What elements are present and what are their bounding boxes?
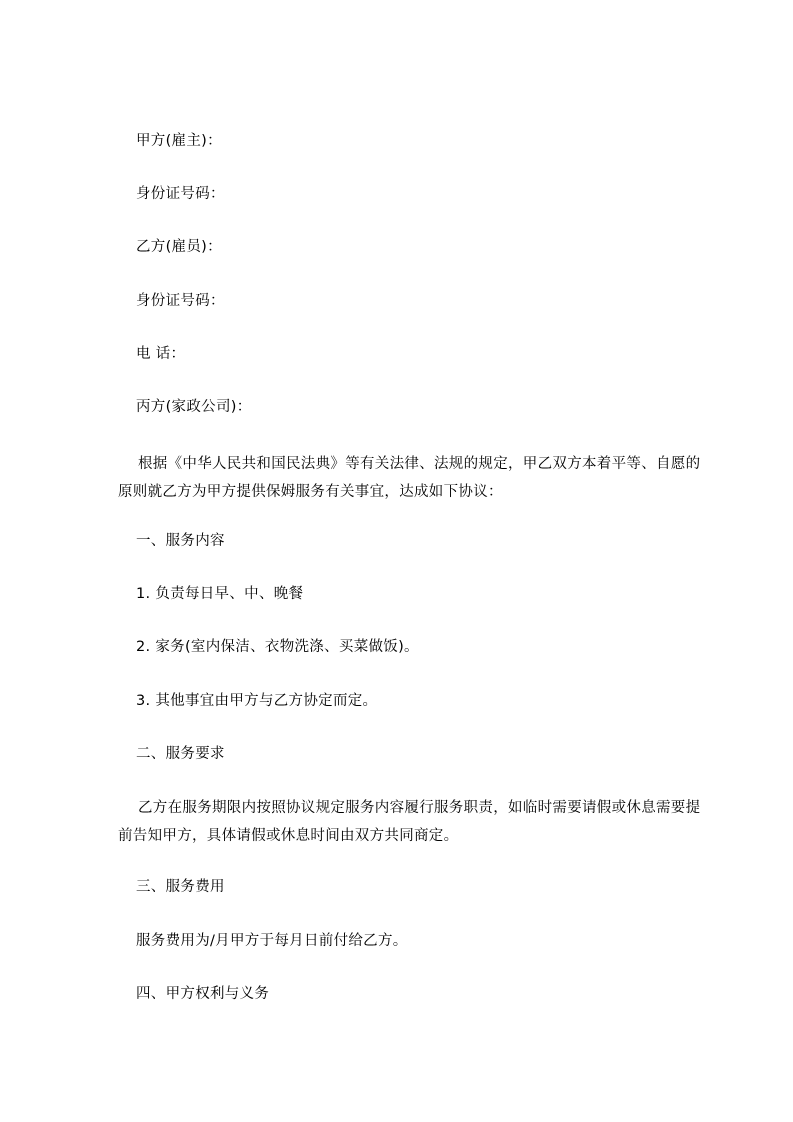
service-item-2: 2. 家务(室内保洁、衣物洗涤、买菜做饭)。 [136,639,419,655]
section-4-heading: 四、甲方权利与义务 [136,986,270,1002]
service-item-3: 3. 其他事宜由甲方与乙方协定而定。 [136,693,378,709]
section-2-heading: 二、服务要求 [136,746,225,762]
preamble-paragraph: 根据《中华人民共和国民法典》等有关法律、法规的规定，甲乙双方本着平等、自愿的原则就乙方为甲方提供保姆服务有关事宜，达成如下协议： [118,456,701,500]
party-b-field: 乙方(雇员)： [136,239,222,255]
party-b-id-field: 身份证号码： [136,293,225,309]
service-item-1: 1. 负责每日早、中、晚餐 [136,586,304,602]
section-3-paragraph: 服务费用为/月甲方于每月日前付给乙方。 [136,933,408,949]
party-a-id-field: 身份证号码： [136,186,225,202]
section-3-heading: 三、服务费用 [136,879,225,895]
section-1-heading: 一、服务内容 [136,533,225,549]
section-2-paragraph: 乙方在服务期限内按照协议规定服务内容履行服务职责，如临时需要请假或休息需要提前告知甲方，具体请假或休息时间由双方共同商定。 [118,800,701,844]
party-a-field: 甲方(雇主)： [136,133,222,149]
party-c-field: 丙方(家政公司)： [136,399,252,415]
phone-field: 电 话： [136,346,186,362]
